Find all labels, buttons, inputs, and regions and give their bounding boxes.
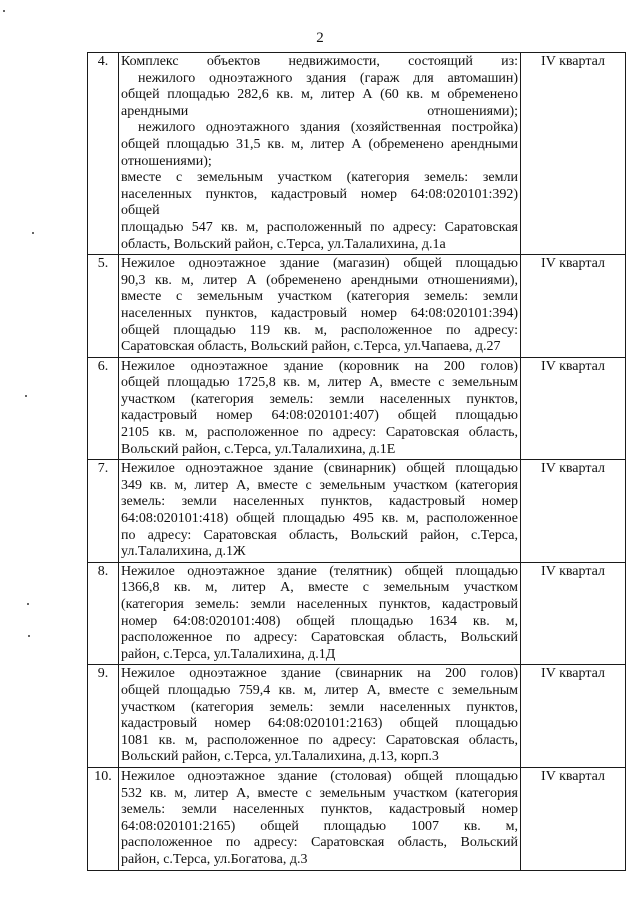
sale-period: IV квартал (521, 460, 626, 563)
description-line: 1081 кв. м, расположенное по адресу: Саратовская область, (121, 732, 518, 748)
description-line: общей площадью 119 кв. м, расположенное по адресу: (121, 322, 518, 338)
description-line: земель: земли населенных пунктов, кадастровый номер (121, 494, 518, 510)
description-line: общей площадью 1725,8 кв. м, литер А, вместе с земельным (121, 375, 518, 391)
description-line: Вольский район, с.Терса, ул.Талалихина, д.13, корп.3 (121, 749, 439, 765)
description-line: площадью 547 кв. м, расположенный по адресу: Саратовская (121, 219, 518, 235)
property-table (87, 52, 626, 871)
table-row (88, 767, 626, 870)
description-line: 64:08:020101:2165) общей площадью 1007 кв. м, (121, 818, 518, 834)
scan-mark (32, 232, 34, 234)
description-line: общей площадью 759,4 кв. м, литер А, вместе с земельным (121, 682, 518, 698)
property-description (119, 255, 521, 358)
description-line: арендными отношениями); (121, 103, 518, 119)
page-number: 2 (316, 30, 324, 46)
row-number: 9. (88, 665, 119, 768)
description-line: Комплекс объектов недвижимости, состоящий из: (121, 54, 518, 69)
description-line: 1366,8 кв. м, литер А, вместе с земельным участком (121, 580, 518, 596)
description-line: 64:08:020101:418) общей площадью 495 кв. м, расположенное (121, 511, 518, 527)
description-line: нежилого одноэтажного здания (гараж для автомашин) (138, 70, 518, 86)
table-row (88, 665, 626, 768)
description-line: вместе с земельным участком (категория земель: земли (121, 170, 518, 186)
scan-mark (3, 10, 5, 12)
sale-period: IV квартал (521, 53, 626, 255)
description-line: 2105 кв. м, расположенное по адресу: Саратовская область, (121, 425, 518, 441)
description-line: Нежилое одноэтажное здание (свинарник на 200 голов) (121, 666, 518, 682)
property-description (119, 665, 521, 768)
row-number: 7. (88, 460, 119, 563)
sale-period: IV квартал (521, 255, 626, 358)
description-line: расположенное по адресу: Саратовская область, Вольский (121, 630, 518, 646)
table-row (88, 357, 626, 460)
sale-period: IV квартал (521, 767, 626, 870)
description-line: кадастровый номер 64:08:020101:407) общей площадью (121, 408, 518, 424)
description-line: Нежилое одноэтажное здание (телятник) общей площадью (121, 563, 518, 579)
description-line: общей площадью 282,6 кв. м, литер А (60 кв. м обременено (121, 87, 518, 103)
description-line: 90,3 кв. м, литер А (обременено арендными отношениями), (121, 272, 518, 288)
description-line: отношениями); (121, 153, 212, 169)
scan-mark (28, 635, 30, 637)
table-row (88, 562, 626, 665)
row-number: 4. (88, 53, 119, 255)
property-description (119, 357, 521, 460)
description-line: участком (категория земель: земли населенных пунктов, (121, 699, 518, 715)
description-line: 532 кв. м, литер А, вместе с земельным участком (категория (121, 785, 518, 801)
sale-period: IV квартал (521, 665, 626, 768)
description-line: населенных пунктов, кадастровый номер 64:08:020101:392) общей (121, 186, 518, 219)
description-line: общей площадью 31,5 кв. м, литер А (обременено арендными (121, 136, 518, 152)
description-line: кадастровый номер 64:08:020101:2163) общей площадью (121, 716, 518, 732)
description-line: Вольский район, с.Терса, ул.Талалихина, д.1Е (121, 441, 396, 457)
description-line: Нежилое одноэтажное здание (столовая) общей площадью (121, 768, 518, 784)
row-number: 6. (88, 357, 119, 460)
description-line: район, с.Терса, ул.Талалихина, д.1Д (121, 646, 336, 662)
property-description (119, 767, 521, 870)
property-description (119, 562, 521, 665)
property-description (119, 460, 521, 563)
description-line: участком (категория земель: земли населенных пунктов, (121, 391, 518, 407)
scan-mark (25, 395, 27, 397)
description-line: по адресу: Саратовская область, Вольский район, с.Терса, (121, 527, 518, 543)
description-line: Нежилое одноэтажное здание (магазин) общей площадью (121, 256, 518, 272)
description-line: нежилого одноэтажного здания (хозяйственная постройка) (138, 120, 518, 136)
description-line: населенных пунктов, кадастровый номер 64:08:020101:394) (121, 305, 518, 321)
description-line: вместе с земельным участком (категория земель: земли (121, 289, 518, 305)
description-line: район, с.Терса, ул.Богатова, д.3 (121, 851, 308, 867)
table-row (88, 255, 626, 358)
description-line: область, Вольский район, с.Терса, ул.Талалихина, д.1а (121, 236, 446, 252)
description-line: Нежилое одноэтажное здание (свинарник) общей площадью (121, 461, 518, 477)
description-line: 349 кв. м, литер А, вместе с земельным участком (категория (121, 477, 518, 493)
description-line: расположенное по адресу: Саратовская область, Вольский (121, 835, 518, 851)
description-line: Нежилое одноэтажное здание (коровник на 200 голов) (121, 358, 518, 374)
property-table-body (88, 53, 626, 871)
description-line: земель: земли населенных пунктов, кадастровый номер (121, 802, 518, 818)
table-row (88, 460, 626, 563)
row-number: 8. (88, 562, 119, 665)
description-line: ул.Талалихина, д.1Ж (121, 544, 246, 560)
description-line: Саратовская область, Вольский район, с.Терса, ул.Чапаева, д.27 (121, 339, 501, 355)
row-number: 5. (88, 255, 119, 358)
scan-mark (27, 603, 29, 605)
description-line: номер 64:08:020101:408) общей площадью 1634 кв. м, (121, 613, 518, 629)
sale-period: IV квартал (521, 562, 626, 665)
sale-period: IV квартал (521, 357, 626, 460)
description-line: (категория земель: земли населенных пунктов, кадастровый (121, 597, 518, 612)
table-row (88, 53, 626, 255)
row-number: 10. (88, 767, 119, 870)
property-description (119, 53, 521, 255)
